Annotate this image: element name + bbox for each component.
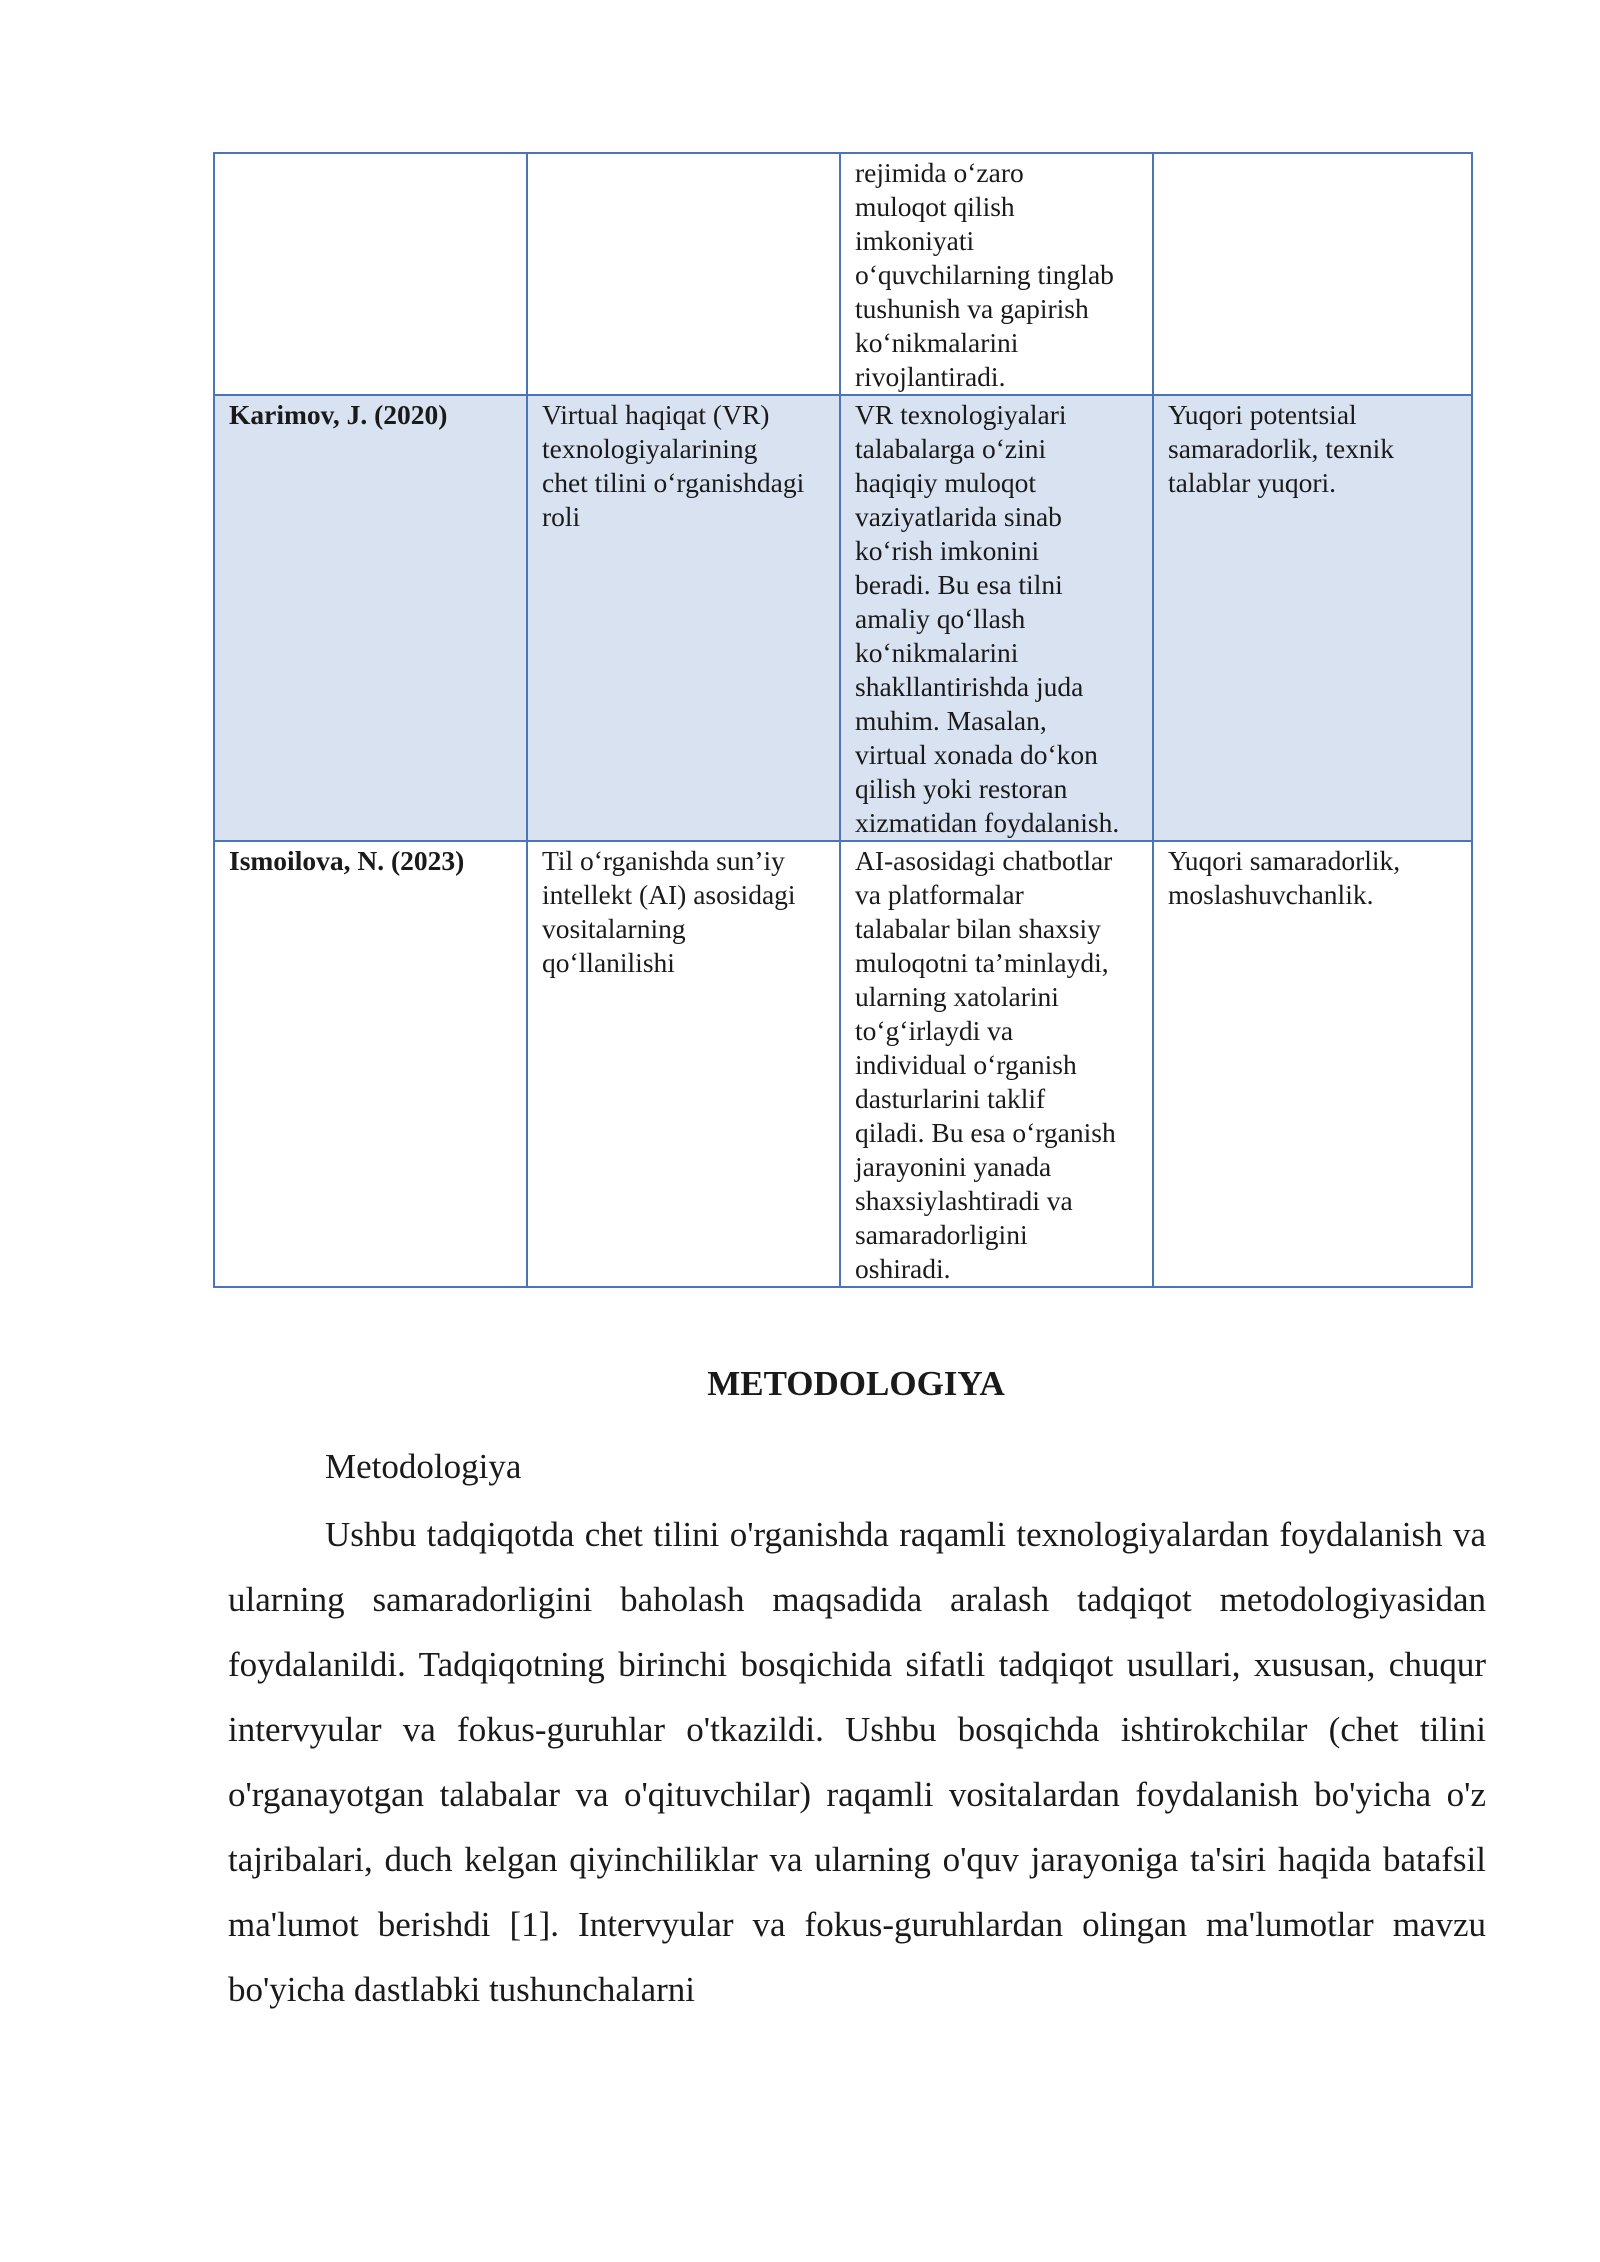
topic-cell: Til o‘rganishda sun’iy intellekt (AI) asosidagi vositalarning qo‘llanilishi xyxy=(527,841,840,1287)
table-row xyxy=(214,153,1472,395)
subheading: Metodologiya xyxy=(325,1447,522,1486)
topic-cell xyxy=(527,153,840,395)
finding-cell: AI-asosidagi chatbotlar va platformalar talabalar bilan shaxsiy muloqotni ta’minlaydi, ularning xatolarini to‘g‘irlaydi va individual o‘rganish dasturlarini taklif qiladi. Bu esa o‘rganish jarayonini yanada shaxsiylashtiradi va samaradorligini oshiradi. xyxy=(840,841,1153,1287)
assessment-cell xyxy=(1153,153,1472,395)
assessment-cell: Yuqori samaradorlik, moslashuvchanlik. xyxy=(1153,841,1472,1287)
author-cell: Karimov, J. (2020) xyxy=(214,395,527,841)
finding-cell: rejimida o‘zaro muloqot qilish imkoniyati o‘quvchilarning tinglab tushunish va gapirish ko‘nikmalarini rivojlantiradi. xyxy=(840,153,1153,395)
section-heading: METODOLOGIYA xyxy=(707,1364,1005,1403)
topic-cell: Virtual haqiqat (VR) texnologiyalarining chet tilini o‘rganishdagi roli xyxy=(527,395,840,841)
literature-review-table xyxy=(213,152,1473,1288)
table-row xyxy=(214,395,1472,841)
author-cell xyxy=(214,153,527,395)
table-row xyxy=(214,841,1472,1287)
author-cell: Ismoilova, N. (2023) xyxy=(214,841,527,1287)
finding-cell: VR texnologiyalari talabalarga o‘zini haqiqiy muloqot vaziyatlarida sinab ko‘rish imkonini beradi. Bu esa tilni amaliy qo‘llash ko‘nikmalarini shakllantirishda juda muhim. Masalan, virtual xonada do‘kon qilish yoki restoran xizmatidan foydalanish. xyxy=(840,395,1153,841)
assessment-cell: Yuqori potentsial samaradorlik, texnik talablar yuqori. xyxy=(1153,395,1472,841)
body-paragraph: Ushbu tadqiqotda chet tilini o'rganishda raqamli texnologiyalardan foydalanish va ularning samaradorligini baholash maqsadida aralash tadqiqot metodologiyasidan foydalanildi. Tadqiqotning birinchi bosqichida sifatli tadqiqot usullari, xususan, chuqur intervyular va fokus-guruhlar o'tkazildi. Ushbu bosqichda ishtirokchilar (chet tilini o'rganayotgan talabalar va o'qituvchilar) raqamli vositalardan foydalanish bo'yicha o'z tajribalari, duch kelgan qiyinchiliklar va ularning o'quv jarayoniga ta'siri haqida batafsil ma'lumot berishdi [1]. Intervyular va fokus-guruhlardan olingan ma'lumotlar mavzu bo'yicha dastlabki tushunchalarni xyxy=(228,1515,1486,2009)
